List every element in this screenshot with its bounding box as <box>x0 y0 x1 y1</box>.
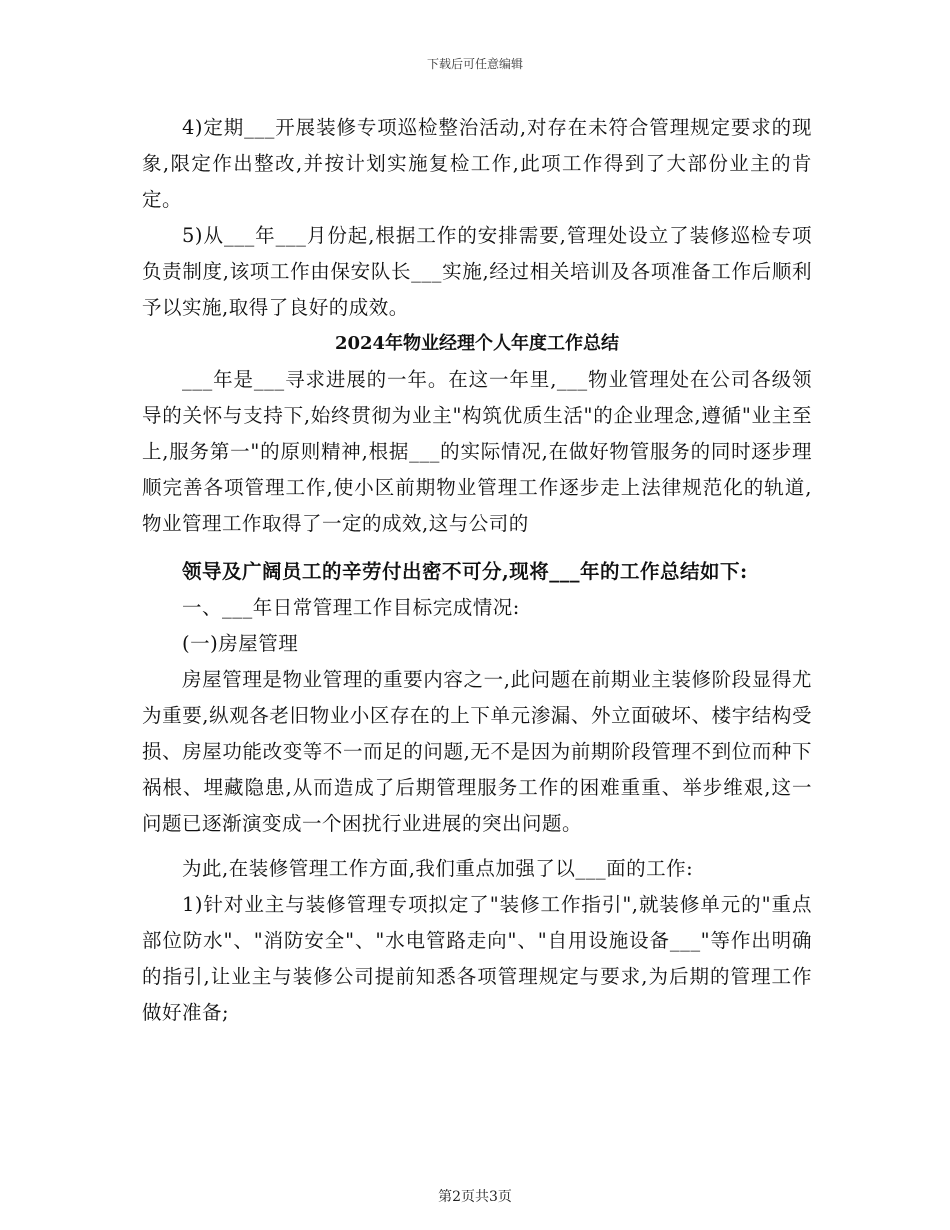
page-footer: 第2页共3页 <box>438 1189 512 1205</box>
page-header: 下载后可任意编辑 <box>426 57 523 71</box>
renovation-management-paragraph: 为此,在装修管理工作方面,我们重点加强了以___面的工作: <box>182 857 694 880</box>
intro-paragraph: ___年是___寻求进展的一年。在这一年里,___物业管理处在公司各级领导的关怀与支持下,始终贯彻为业主"构筑优质生活"的企业理念,遵循"业主至上,服务第一"的原则精神,根据___的实际情况,在做好物管服务的同时逐步理顺完善各项管理工作,使小区前期物业管理工作逐步走上法律规范化的轨道,物业管理工作取得了一定的成效,这与公司的 <box>142 368 812 535</box>
housing-management-paragraph: 房屋管理是物业管理的重要内容之一,此问题在前期业主装修阶段显得尤为重要,纵观各老旧物业小区存在的上下单元渗漏、外立面破坏、楼宇结构受损、房屋功能改变等不一而足的问题,无不是因为前期阶段管理不到位而种下祸根、埋藏隐患,从而造成了后期管理服务工作的困难重重、举步维艰,这一问题已逐渐演变成一个困扰行业进展的突出问题。 <box>142 668 812 835</box>
document-title: 2024年物业经理个人年度工作总结 <box>334 333 620 354</box>
paragraph-item-5: 5)从___年___月份起,根据工作的安排需要,管理处设立了装修巡检专项负责制度,该项工作由保安队长___实施,经过相关培训及各项准备工作后顺利予以实施,取得了良好的成效。 <box>142 224 812 319</box>
section-heading-1: 一、___年日常管理工作目标完成情况: <box>182 596 520 619</box>
summary-lead-paragraph: 领导及广阔员工的辛劳付出密不可分,现将___年的工作总结如下: <box>182 560 748 583</box>
document-body <box>142 110 812 1031</box>
renovation-guideline-item: 1)针对业主与装修管理专项拟定了"装修工作指引",就装修单元的"重点部位防水"、"消防安全"、"水电管路走向"、"自用设施设备___"等作出明确的指引,让业主与装修公司提前知悉各项管理规定与要求,为后期的管理工作做好准备; <box>142 893 812 1024</box>
subsection-heading-housing: (一)房屋管理 <box>182 632 299 655</box>
paragraph-item-4: 4)定期___开展装修专项巡检整治活动,对存在未符合管理规定要求的现象,限定作出整改,并按计划实施复检工作,此项工作得到了大部份业主的肯定。 <box>142 116 812 211</box>
